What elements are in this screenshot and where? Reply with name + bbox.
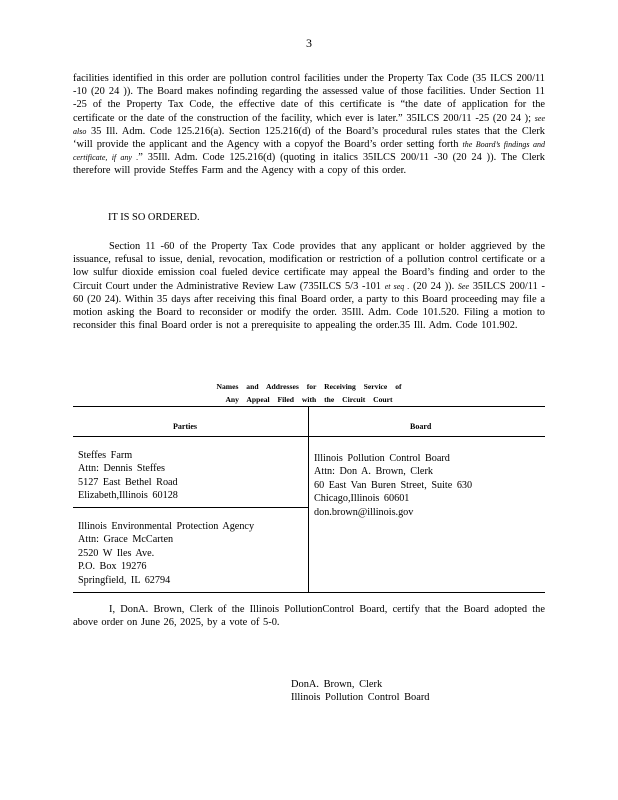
address-line: Steffes Farm [78, 450, 133, 461]
appeal-rights-paragraph [73, 240, 545, 332]
clerk-signature-block [291, 678, 430, 705]
et-seq-citation: et seq . [384, 281, 410, 291]
service-table [73, 406, 545, 593]
address-line: Attn: Don A. Brown, Clerk [314, 466, 433, 478]
see-citation: See [457, 281, 470, 291]
para2-text-b: (20 24 )). [413, 280, 455, 292]
para1-text-a: facilities identified in this order are pollution control facilities under the Property Tax Code (35 ILCS 200/11 -10 (20 24 )). The Board makes nofinding regarding the assessed value of those facilities. Under Section 11 -25 of the Property Tax Code, the effective date of this certificate is “the date of application for the certificate or the date of the construction of the facility, which ever is later.” 35ILCS 200/11 -25 (20 24 ); [73, 73, 545, 124]
party-steffes-farm-address [78, 449, 178, 503]
board-address [314, 452, 472, 519]
address-line: Springfield, IL 62794 [78, 574, 171, 586]
address-line: Attn: Dennis Steffes [78, 463, 166, 475]
page-number: 3 [306, 36, 312, 50]
para2-text-c: 35ILCS 200/11 - 60 (20 24). Within 35 days after receiving this final Board order, a party to this Board proceeding may file a motion asking the Board to reconsider or modify the order. 35Ill. Adm. Code 101.520. Filing a motion to reconsider this final Board order is not a prerequisite to appealing the order.35 Ill. Adm. Code 101.902. [73, 280, 545, 332]
address-line: Illinois Pollution Control Board [314, 453, 450, 464]
para1-text-c: ” 35Ill. Adm. Code 125.216(d) (quoting in italics 35ILCS 200/11 -30 (20 24 )). The Clerk therefore will provide Steffes Farm and the Agency with a copy of this order. [73, 152, 545, 177]
so-ordered-statement: IT IS SO ORDERED. [108, 212, 200, 223]
board-column-header: Board [410, 422, 432, 431]
header-divider [73, 436, 545, 437]
para2-text-a: Section 11 -60 of the Property Tax Code provides that any applicant or holder aggrieved by the issuance, refusal to issue, denial, revocation, modification or restriction of a pollution control certificate or a low sulfur dioxide emission coal fueled device certificate may appeal the Board’s finding and order to the Circuit Court under the Administrative Review Law (735ILCS 5/3 -101 [73, 241, 545, 292]
quoted-rule-text: the Board’s findings and certificate, if any . [73, 140, 545, 163]
address-line: Illinois Environmental Protection Agency [78, 521, 255, 532]
address-line: Elizabeth,Illinois 60128 [78, 490, 178, 502]
see-also-citation: see also [73, 113, 545, 136]
parties-column-header: Parties [173, 422, 197, 431]
address-line: 60 East Van Buren Street, Suite 630 [314, 479, 473, 491]
service-heading-line2: Any Appeal Filed with the Circuit Court [225, 395, 393, 404]
signature-name: DonA. Brown, Clerk [291, 679, 383, 690]
para1-text-b: 35 Ill. Adm. Code 125.216(a). Section 125.216(d) of the Board’s procedural rules states that the Clerk ‘will provide the applicant and the Agency with a copyof the Board’s order setting forth [73, 125, 545, 151]
address-line: Attn: Grace McCarten [78, 534, 174, 546]
party-iepa-address [78, 520, 254, 587]
address-line: Chicago,Illinois 60601 [314, 493, 410, 505]
column-divider [308, 407, 309, 592]
parties-divider [73, 507, 308, 508]
signature-organization: Illinois Pollution Control Board [291, 692, 430, 704]
service-heading-line1: Names and Addresses for Receiving Service of [216, 382, 402, 391]
service-table-heading [0, 380, 618, 406]
address-line: 5127 East Bethel Road [78, 476, 178, 488]
address-line: 2520 W Iles Ave. [78, 547, 155, 559]
address-line: P.O. Box 19276 [78, 561, 147, 573]
clerk-certification-paragraph: I, DonA. Brown, Clerk of the Illinois PollutionControl Board, certify that the Board adopted the above order on June 26, 2025, by a vote of 5-0. [73, 604, 545, 629]
clerk-email: don.brown@illinois.gov [314, 506, 414, 518]
certificate-effective-date-paragraph [73, 72, 545, 178]
